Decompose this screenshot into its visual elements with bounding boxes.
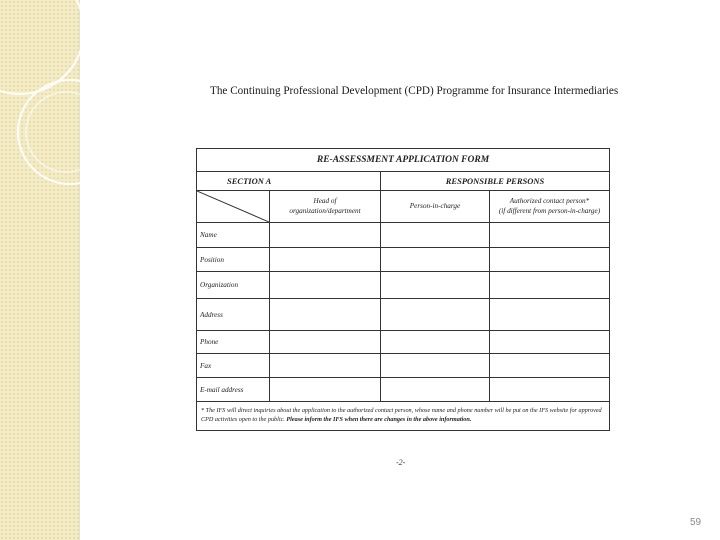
field-cell[interactable] bbox=[381, 248, 490, 272]
field-cell[interactable] bbox=[490, 223, 610, 248]
field-cell[interactable] bbox=[270, 331, 381, 354]
field-cell[interactable] bbox=[270, 378, 381, 402]
row-label-organization: Organization bbox=[197, 272, 270, 299]
field-cell[interactable] bbox=[381, 378, 490, 402]
field-cell[interactable] bbox=[490, 248, 610, 272]
row-label-fax: Fax bbox=[197, 354, 270, 378]
field-cell[interactable] bbox=[381, 223, 490, 248]
column-header-head: Head of organization/department bbox=[270, 191, 381, 223]
field-cell[interactable] bbox=[381, 331, 490, 354]
section-heading: RESPONSIBLE PERSONS bbox=[381, 172, 610, 191]
footnote-bold-text: Please inform the IFS when there are changes in the above information. bbox=[286, 416, 472, 423]
slide-number: 59 bbox=[690, 517, 702, 528]
field-cell[interactable] bbox=[490, 378, 610, 402]
document-page-number: -2- bbox=[396, 458, 406, 467]
field-cell[interactable] bbox=[270, 354, 381, 378]
row-label-position: Position bbox=[197, 248, 270, 272]
row-label-address: Address bbox=[197, 299, 270, 331]
field-cell[interactable] bbox=[490, 299, 610, 331]
form-title: RE-ASSESSMENT APPLICATION FORM bbox=[197, 149, 610, 172]
field-cell[interactable] bbox=[490, 331, 610, 354]
column-header-authorized-contact: Authorized contact person* (if different from person-in-charge) bbox=[490, 191, 610, 223]
reassessment-form-table bbox=[196, 148, 610, 431]
field-cell[interactable] bbox=[270, 299, 381, 331]
decorative-circles bbox=[0, 0, 160, 240]
document-title: The Continuing Professional Development (CPD) Programme for Insurance Intermediaries bbox=[210, 85, 619, 97]
footnote-text: * The IFS will direct inquiries about the application to the authorized contact person, whose name and phone number will be put on the IFS website for approved CPD activities open to the public. bbox=[201, 407, 602, 423]
field-cell[interactable] bbox=[381, 354, 490, 378]
section-label: SECTION A bbox=[197, 172, 381, 191]
field-cell[interactable] bbox=[381, 299, 490, 331]
field-cell[interactable] bbox=[270, 248, 381, 272]
field-cell[interactable] bbox=[490, 354, 610, 378]
footnote bbox=[197, 402, 610, 431]
field-cell[interactable] bbox=[270, 223, 381, 248]
field-cell[interactable] bbox=[381, 272, 490, 299]
field-cell[interactable] bbox=[490, 272, 610, 299]
header-diagonal-cell bbox=[197, 191, 270, 223]
row-label-name: Name bbox=[197, 223, 270, 248]
field-cell[interactable] bbox=[270, 272, 381, 299]
row-label-phone: Phone bbox=[197, 331, 270, 354]
row-label-email: E-mail address bbox=[197, 378, 270, 402]
column-header-person-in-charge: Person-in-charge bbox=[381, 191, 490, 223]
